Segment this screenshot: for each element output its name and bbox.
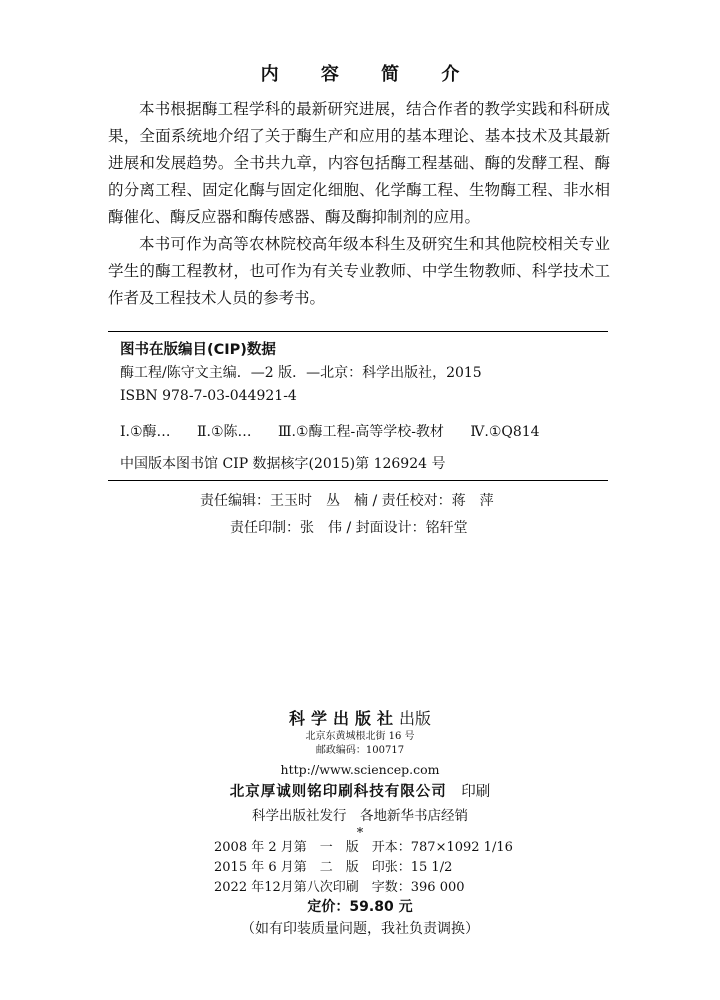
cip-class-item: Ⅳ.①Q814 [470, 424, 540, 440]
cip-isbn: ISBN 978-7-03-044921-4 [120, 388, 297, 404]
intro-paragraph-1: 本书根据酶工程学科的最新研究进展，结合作者的教学实践和科研成果，全面系统地介绍了关于酶生产和应用的基本理论、基本技术及其最新进展和发展趋势。全书共九章，内容包括酶工程基础、酶的发酵工程、酶的分离工程、固定化酶与固定化细胞、化学酶工程、生物酶工程、非水相酶催化、酶反应器和酶传感器、酶及酶抑制剂的应用。 [108, 100, 610, 226]
publisher-line [0, 708, 720, 730]
separator-star: * [356, 826, 364, 841]
page-title: 内 容 简 介 [260, 64, 478, 85]
edition-line-1: 2008 年 2 月第 一 版 开本：787×1092 1/16 [214, 840, 513, 855]
cip-class-item: Ⅱ.①陈… [196, 424, 252, 440]
distribution-line: 科学出版社发行 各地新华书店经销 [252, 808, 468, 824]
printer-line [0, 780, 720, 804]
cip-title: 图书在版编目(CIP)数据 [120, 342, 276, 358]
editorial-staff [0, 488, 720, 542]
cip-classification [120, 420, 596, 444]
printer-suffix: 印刷 [461, 784, 491, 800]
publisher-address: 北京东黄城根北街 16 号 [305, 731, 415, 742]
cip-class-item: Ⅰ.①酶… [120, 424, 171, 440]
printer-name: 北京厚诚则铭印刷科技有限公司 [229, 783, 447, 800]
cip-data-block [108, 331, 608, 481]
book-introduction [108, 96, 610, 312]
edition-info [214, 838, 513, 898]
edition-line-3: 2022 年12月第八次印刷 字数：396 000 [214, 880, 465, 895]
publisher-suffix: 出版 [399, 709, 432, 728]
quality-note: （如有印装质量问题，我社负责调换） [241, 921, 479, 937]
edition-line-2: 2015 年 6 月第 二 版 印张：15 1/2 [214, 860, 453, 875]
publisher-name: 科学出版社 [288, 709, 399, 728]
publisher-postcode: 邮政编码：100717 [315, 745, 405, 756]
book-price: 定价：59.80 元 [307, 899, 413, 915]
publisher-url: http://www.sciencep.com [280, 762, 440, 777]
cip-bibliographic-line: 酶工程/陈守文主编．—2 版．—北京：科学出版社，2015 [120, 365, 482, 381]
cip-check-number: 中国版本图书馆 CIP 数据核字(2015)第 126924 号 [120, 456, 446, 472]
publication-info [0, 708, 720, 842]
intro-paragraph-2: 本书可作为高等农林院校高年级本科生及研究生和其他院校相关专业学生的酶工程教材，也可作为有关专业教师、中学生物教师、科学技术工作者及工程技术人员的参考书。 [108, 235, 610, 307]
cip-class-item: Ⅲ.①酶工程-高等学校-教材 [277, 424, 444, 440]
staff-line-printing: 责任印制：张 伟 / 封面设计：铭轩堂 [230, 520, 468, 536]
staff-line-editors: 责任编辑：王玉时 丛 楠 / 责任校对：蒋 萍 [200, 493, 494, 509]
